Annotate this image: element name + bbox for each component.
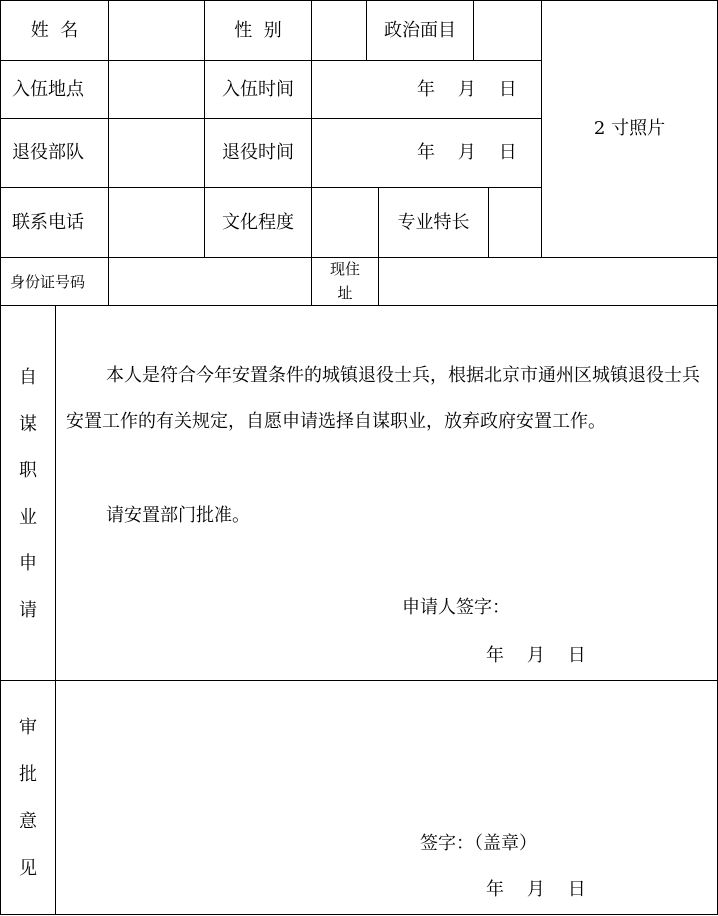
specialty-label: 专业特长 (397, 211, 470, 233)
approval-request: 请安置部门批准。 (106, 505, 250, 526)
enlist-date: 年 月 日 (417, 78, 517, 100)
education-label: 文化程度 (222, 211, 294, 233)
border-line (378, 257, 379, 305)
border-line (488, 187, 489, 257)
border-line (0, 680, 718, 681)
discharge-unit-label: 退役部队 (12, 142, 84, 163)
photo-placeholder: 2 寸照片 (593, 118, 666, 139)
border-line (473, 0, 474, 60)
discharge-date: 年 月 日 (417, 142, 517, 163)
border-line (311, 187, 312, 257)
application-statement: 本人是符合今年安置条件的城镇退役士兵，根据北京市通州区城镇退役士兵安置工作的有关规定，自愿申请选择自谋职业，放弃政府安置工作。 (66, 365, 700, 432)
side-char: 谋 (19, 413, 37, 435)
border-line (108, 0, 109, 305)
political-status-label: 政治面目 (384, 19, 456, 41)
application-side-title (1, 355, 55, 634)
id-number-label: 身份证号码 (10, 272, 86, 291)
application-date: 年 月 日 (486, 645, 586, 666)
side-char: 职 (19, 460, 37, 481)
approval-signature-label: 签字：（盖章） (420, 833, 537, 854)
side-char: 业 (19, 506, 37, 528)
side-char: 请 (19, 599, 37, 621)
approval-date: 年 月 日 (486, 879, 586, 900)
border-line (0, 305, 718, 306)
side-char: 申 (19, 553, 37, 574)
enlist-time-label: 入伍时间 (222, 78, 294, 100)
side-char: 自 (19, 367, 37, 388)
side-char: 批 (19, 764, 37, 785)
discharge-time-label: 退役时间 (222, 142, 294, 163)
border-line (311, 60, 312, 187)
address-label-line1: 现住 (329, 260, 360, 278)
applicant-signature-label: 申请人签字： (402, 597, 510, 618)
border-line (311, 0, 312, 60)
gender-label: 性 别 (234, 19, 282, 41)
border-line (55, 305, 56, 915)
name-label: 姓 名 (30, 19, 79, 41)
address-label-line2: 址 (337, 284, 353, 302)
approval-side-title (1, 704, 55, 892)
border-line (0, 914, 718, 915)
side-char: 审 (19, 717, 37, 738)
phone-label: 联系电话 (12, 211, 84, 233)
side-char: 意 (19, 811, 37, 832)
side-char: 见 (19, 858, 37, 879)
enlist-place-label: 入伍地点 (12, 78, 84, 100)
